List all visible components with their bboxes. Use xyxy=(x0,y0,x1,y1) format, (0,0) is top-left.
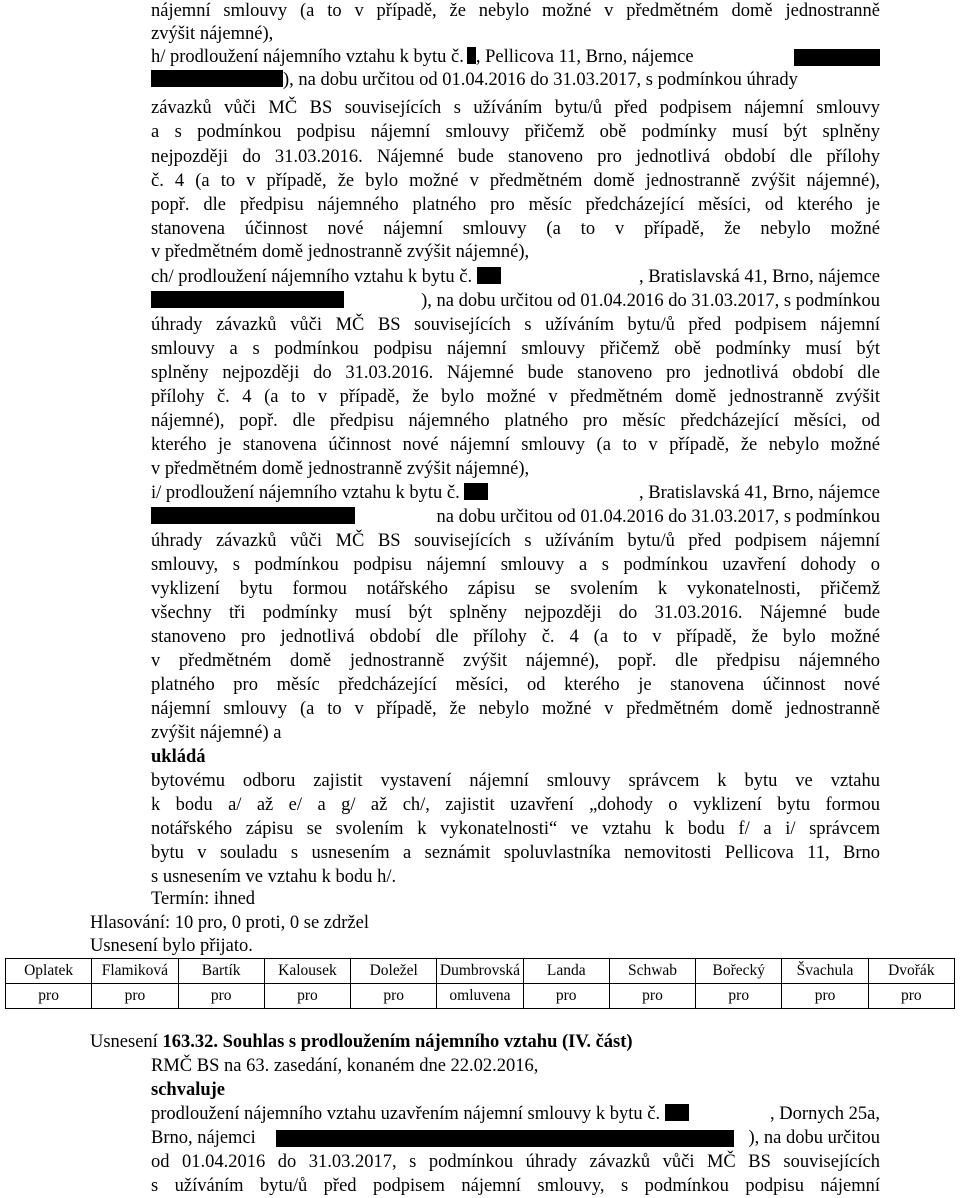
text-line: smlouvy, s podmínkou podpisu nájemní smlouvy a s podmínkou uzavření dohody o xyxy=(151,555,880,575)
redaction-bar xyxy=(794,49,880,66)
text-span: ), na dobu určitou od 01.04.2016 do 31.03.2017, s podmínkou xyxy=(421,291,880,311)
text-line: s užíváním bytu/ů před podpisem nájemní smlouvy, s podmínkou podpisu nájemní xyxy=(151,1176,880,1196)
session-text: RMČ BS na 63. zasedání, konaném dne 22.02.2016, xyxy=(151,1056,539,1076)
vote-value: pro xyxy=(696,984,782,1009)
vote-member-name: Oplatek xyxy=(6,959,92,984)
redaction-bar xyxy=(276,1130,734,1147)
vote-member-name: Dvořák xyxy=(868,959,954,984)
text-line: přílohy č. 4 (a to v případě, že bylo možné v předmětném domě jednostranně zvýšit xyxy=(151,387,880,407)
vote-member-name: Kalousek xyxy=(264,959,350,984)
vote-member-name: Schwab xyxy=(609,959,695,984)
text-line: zvýšit nájemné) a xyxy=(151,723,282,743)
text-line: závazků vůči MČ BS souvisejících s užíváním bytu/ů před podpisem nájemní smlouvy xyxy=(151,98,880,118)
text-line: č. 4 (a to v případě, že bylo možné v předmětném domě jednostranně zvýšit nájemné), xyxy=(151,171,880,191)
text-line: bytovému odboru zajistit vystavení nájemní smlouvy správcem k bytu ve vztahu xyxy=(151,771,880,791)
vote-value: omluvena xyxy=(437,984,523,1009)
text-line: notářského zápisu se svolením k vykonatelnosti“ ve vztahu k bodu f/ a i/ správcem xyxy=(151,819,880,839)
redaction-bar xyxy=(477,267,501,284)
redaction-bar xyxy=(464,483,488,500)
text-span: Brno, nájemci xyxy=(151,1128,256,1148)
resolution-prefix: Usnesení xyxy=(90,1032,163,1052)
text-line: v předmětném domě jednostranně zvýšit nájemné), xyxy=(151,242,530,262)
votes-table xyxy=(5,958,955,1009)
text-line: v předmětném domě jednostranně zvýšit nájemné), popř. dle předpisu nájemného xyxy=(151,651,880,671)
resolution-accepted-text: Usnesení bylo přijato. xyxy=(90,936,253,956)
text-line: stanovena účinnost nové nájemní smlouvy (a to v případě, že nebylo možné xyxy=(151,219,880,239)
vote-value: pro xyxy=(92,984,178,1009)
text-line: bytu v souladu s usnesením a seznámit spoluvlastníka nemovitosti Pellicova 11, Brno xyxy=(151,843,880,863)
text-span: prodloužení nájemního vztahu uzavřením nájemní smlouvy k bytu č. xyxy=(151,1104,661,1124)
text-line: od 01.04.2016 do 31.03.2017, s podmínkou úhrady závazků vůči MČ BS souvisejících xyxy=(151,1152,880,1172)
vote-value: pro xyxy=(868,984,954,1009)
text-line: zvýšit nájemné), xyxy=(151,24,274,44)
text-span: h/ prodloužení nájemního vztahu k bytu č. xyxy=(151,47,464,67)
votes-values-row xyxy=(6,984,955,1009)
ukláda-heading: ukládá xyxy=(151,747,206,767)
resolution-title: Souhlas s prodloužením nájemního vztahu (IV. část) xyxy=(217,1032,633,1052)
text-line xyxy=(151,289,880,313)
vote-member-name: Bartík xyxy=(178,959,264,984)
vote-member-name: Flamiková xyxy=(92,959,178,984)
redaction-bar xyxy=(467,47,476,64)
vote-value: pro xyxy=(782,984,868,1009)
text-span: i/ prodloužení nájemního vztahu k bytu č. xyxy=(151,483,460,503)
votes-names-row xyxy=(6,959,955,984)
schvaluje-heading: schvaluje xyxy=(151,1080,225,1100)
resolution-number: 163.32. xyxy=(162,1032,218,1052)
text-line: splněny nejpozději do 31.03.2016. Nájemné bude stanoveno pro jednotlivá období dle xyxy=(151,363,880,383)
text-line: úhrady závazků vůči MČ BS souvisejících s užíváním bytu/ů před podpisem nájemní xyxy=(151,531,880,551)
text-line: nájemní smlouvy (a to v případě, že nebylo možné v předmětném domě jednostranně xyxy=(151,699,880,719)
text-line xyxy=(151,265,880,289)
vote-value: pro xyxy=(6,984,92,1009)
text-line: vyklizení bytu formou notářského zápisu se svolením k vykonatelnosti, přičemž xyxy=(151,579,880,599)
text-line: nejpozději do 31.03.2016. Nájemné bude stanoveno pro jednotlivá období dle přílohy xyxy=(151,147,880,167)
text-line: všechny tři podmínky musí být splněny nejpozději do 31.03.2016. Nájemné bude xyxy=(151,603,880,623)
text-line: nájemné), popř. dle předpisu nájemného platného pro měsíc předcházející měsíci, od xyxy=(151,411,880,431)
text-line: v předmětném domě jednostranně zvýšit nájemné), xyxy=(151,459,530,479)
text-line: kterého je stanovena účinnost nové nájemní smlouvy (a to v případě, že nebylo možné xyxy=(151,435,880,455)
text-line xyxy=(151,1102,880,1126)
text-line: úhrady závazků vůči MČ BS souvisejících s užíváním bytu/ů před podpisem nájemní xyxy=(151,315,880,335)
text-line xyxy=(151,505,880,529)
vote-value: pro xyxy=(523,984,609,1009)
text-line: s usnesením ve vztahu k bodu h/. xyxy=(151,867,397,887)
text-span: , Bratislavská 41, Brno, nájemce xyxy=(639,267,880,287)
text-span: ), na dobu určitou xyxy=(748,1128,880,1148)
redaction-bar xyxy=(665,1104,689,1121)
redaction-bar xyxy=(151,70,283,87)
redaction-bar xyxy=(151,507,355,524)
text-line xyxy=(151,481,880,505)
vote-member-name: Bořecký xyxy=(696,959,782,984)
text-line xyxy=(151,68,798,92)
vote-member-name: Švachula xyxy=(782,959,868,984)
vote-value: pro xyxy=(351,984,437,1009)
text-span: ch/ prodloužení nájemního vztahu k bytu č. xyxy=(151,267,473,287)
text-span: , Pellicova 11, Brno, nájemce xyxy=(475,47,694,67)
vote-member-name: Doležel xyxy=(351,959,437,984)
text-span: ), na dobu určitou od 01.04.2016 do 31.03.2017, s podmínkou úhrady xyxy=(283,70,798,90)
text-line xyxy=(151,1126,880,1150)
vote-value: pro xyxy=(264,984,350,1009)
text-line xyxy=(151,45,880,69)
text-line: platného pro měsíc předcházející měsíci, od kterého je stanovena účinnost nové xyxy=(151,675,880,695)
text-line: nájemní smlouvy (a to v případě, že nebylo možné v předmětném domě jednostranně xyxy=(151,1,880,21)
text-line: a s podmínkou podpisu nájemní smlouvy přičemž obě podmínky musí být splněny xyxy=(151,122,880,142)
text-line: stanoveno pro jednotlivá období dle přílohy č. 4 (a to v případě, že bylo možné xyxy=(151,627,880,647)
vote-member-name: Landa xyxy=(523,959,609,984)
deadline-text: Termín: ihned xyxy=(151,889,256,909)
text-line: smlouvy a s podmínkou podpisu nájemní smlouvy přičemž obě podmínky musí být xyxy=(151,339,880,359)
text-span: , Bratislavská 41, Brno, nájemce xyxy=(639,483,880,503)
redaction-bar xyxy=(151,291,344,308)
vote-value: pro xyxy=(178,984,264,1009)
text-line: k bodu a/ až e/ a g/ až ch/, zajistit uzavření „dohody o vyklizení bytu formou xyxy=(151,795,880,815)
resolution-heading xyxy=(90,1030,633,1054)
text-line: popř. dle předpisu nájemného platného pro měsíc předcházející měsíci, od kterého je xyxy=(151,195,880,215)
vote-member-name: Dumbrovská xyxy=(437,959,523,984)
vote-value: pro xyxy=(609,984,695,1009)
text-span: na dobu určitou od 01.04.2016 do 31.03.2017, s podmínkou xyxy=(436,507,880,527)
text-span: , Dornych 25a, xyxy=(770,1104,880,1124)
voting-text: Hlasování: 10 pro, 0 proti, 0 se zdržel xyxy=(90,913,369,933)
